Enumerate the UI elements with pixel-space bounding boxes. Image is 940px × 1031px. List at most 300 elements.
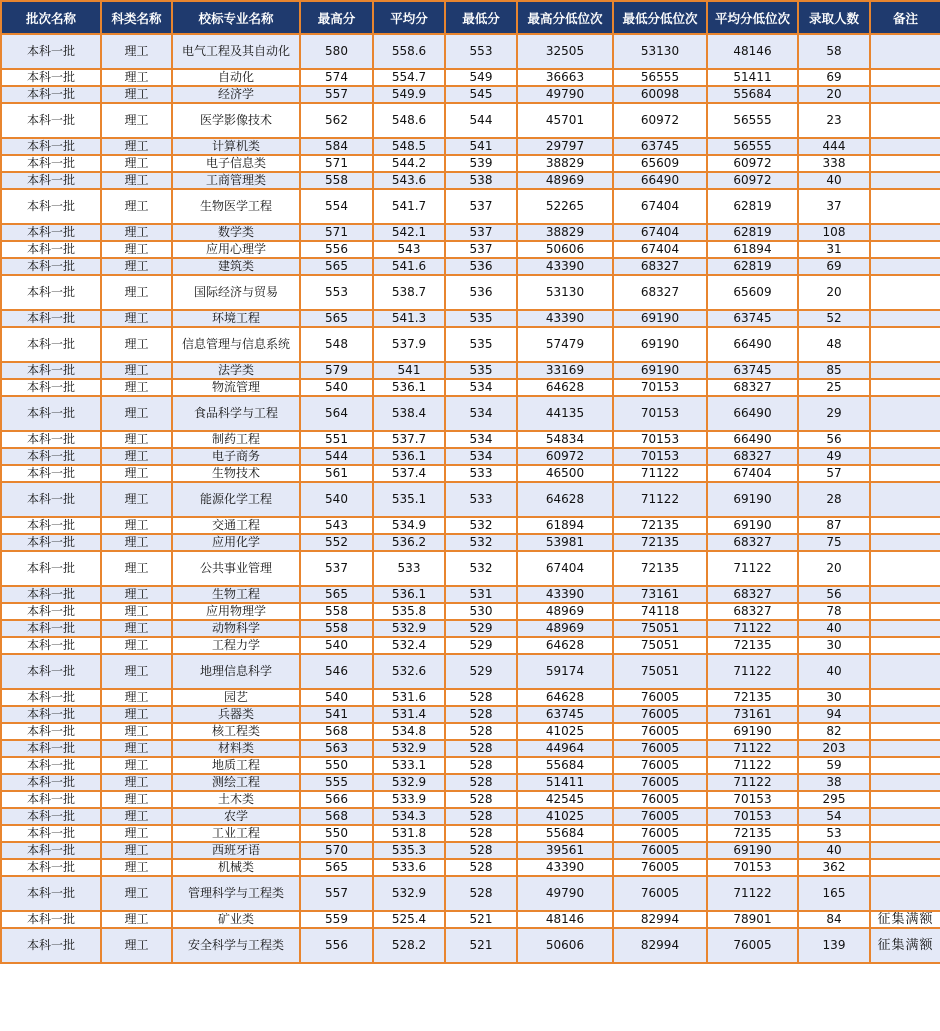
cell-batch: 本科一批 — [1, 551, 101, 586]
cell-avg-score: 534.9 — [373, 517, 445, 534]
cell-min-score: 553 — [445, 34, 517, 69]
cell-note — [870, 706, 940, 723]
cell-max-score: 571 — [300, 224, 373, 241]
cell-max-rank: 44964 — [517, 740, 613, 757]
cell-max-score: 553 — [300, 275, 373, 310]
cell-avg-score: 531.8 — [373, 825, 445, 842]
cell-max-score: 565 — [300, 859, 373, 876]
cell-enrolled: 78 — [798, 603, 870, 620]
cell-min-score: 528 — [445, 859, 517, 876]
cell-max-rank: 54834 — [517, 431, 613, 448]
cell-max-rank: 64628 — [517, 482, 613, 517]
cell-batch: 本科一批 — [1, 224, 101, 241]
cell-min-score: 535 — [445, 327, 517, 362]
cell-min-score: 528 — [445, 791, 517, 808]
cell-avg-score: 544.2 — [373, 155, 445, 172]
cell-max-rank: 50606 — [517, 928, 613, 963]
cell-max-rank: 61894 — [517, 517, 613, 534]
table-row — [1, 258, 940, 275]
cell-min-rank: 65609 — [613, 155, 707, 172]
cell-category: 理工 — [101, 689, 172, 706]
cell-min-rank: 76005 — [613, 825, 707, 842]
cell-max-score: 550 — [300, 757, 373, 774]
table-row — [1, 808, 940, 825]
cell-enrolled: 48 — [798, 327, 870, 362]
cell-min-score: 535 — [445, 362, 517, 379]
cell-avg-score: 537.7 — [373, 431, 445, 448]
cell-enrolled: 37 — [798, 189, 870, 224]
cell-note — [870, 69, 940, 86]
cell-avg-rank: 69190 — [707, 517, 798, 534]
cell-min-rank: 70153 — [613, 431, 707, 448]
cell-avg-score: 548.5 — [373, 138, 445, 155]
cell-avg-score: 531.6 — [373, 689, 445, 706]
cell-major: 食品科学与工程 — [172, 396, 300, 431]
cell-min-score: 528 — [445, 876, 517, 911]
table-row — [1, 379, 940, 396]
cell-avg-score: 533.1 — [373, 757, 445, 774]
cell-major: 材料类 — [172, 740, 300, 757]
cell-avg-score: 554.7 — [373, 69, 445, 86]
cell-max-score: 552 — [300, 534, 373, 551]
cell-avg-rank: 69190 — [707, 842, 798, 859]
cell-batch: 本科一批 — [1, 69, 101, 86]
cell-major: 工业工程 — [172, 825, 300, 842]
cell-min-score: 534 — [445, 396, 517, 431]
cell-category: 理工 — [101, 551, 172, 586]
cell-min-score: 537 — [445, 189, 517, 224]
cell-enrolled: 58 — [798, 34, 870, 69]
cell-enrolled: 38 — [798, 774, 870, 791]
table-row — [1, 654, 940, 689]
table-row — [1, 586, 940, 603]
cell-max-score: 559 — [300, 911, 373, 928]
cell-category: 理工 — [101, 740, 172, 757]
cell-note — [870, 586, 940, 603]
col-header-category[interactable]: 科类名称 — [101, 1, 172, 34]
cell-min-rank: 56555 — [613, 69, 707, 86]
cell-note — [870, 431, 940, 448]
cell-max-score: 550 — [300, 825, 373, 842]
cell-enrolled: 49 — [798, 448, 870, 465]
cell-note: 征集满额 — [870, 911, 940, 928]
cell-major: 测绘工程 — [172, 774, 300, 791]
table-row — [1, 431, 940, 448]
cell-category: 理工 — [101, 241, 172, 258]
cell-batch: 本科一批 — [1, 362, 101, 379]
cell-max-score: 565 — [300, 258, 373, 275]
cell-avg-rank: 70153 — [707, 808, 798, 825]
cell-enrolled: 75 — [798, 534, 870, 551]
cell-max-rank: 50606 — [517, 241, 613, 258]
cell-avg-score: 533 — [373, 551, 445, 586]
cell-max-score: 554 — [300, 189, 373, 224]
cell-category: 理工 — [101, 842, 172, 859]
cell-enrolled: 295 — [798, 791, 870, 808]
cell-enrolled: 139 — [798, 928, 870, 963]
cell-note: 征集满额 — [870, 928, 940, 963]
cell-max-score: 558 — [300, 603, 373, 620]
cell-max-rank: 43390 — [517, 586, 613, 603]
cell-min-score: 528 — [445, 757, 517, 774]
cell-min-rank: 63745 — [613, 138, 707, 155]
table-row — [1, 155, 940, 172]
cell-category: 理工 — [101, 448, 172, 465]
col-header-avg-score[interactable]: 平均分 — [373, 1, 445, 34]
cell-avg-score: 535.8 — [373, 603, 445, 620]
col-header-max-rank[interactable]: 最高分低位次 — [517, 1, 613, 34]
cell-major: 安全科学与工程类 — [172, 928, 300, 963]
cell-category: 理工 — [101, 431, 172, 448]
cell-category: 理工 — [101, 258, 172, 275]
cell-batch: 本科一批 — [1, 258, 101, 275]
cell-min-score: 521 — [445, 911, 517, 928]
cell-min-rank: 76005 — [613, 859, 707, 876]
cell-batch: 本科一批 — [1, 431, 101, 448]
cell-avg-score: 538.7 — [373, 275, 445, 310]
cell-batch: 本科一批 — [1, 637, 101, 654]
cell-avg-rank: 66490 — [707, 431, 798, 448]
cell-max-score: 579 — [300, 362, 373, 379]
cell-max-score: 548 — [300, 327, 373, 362]
cell-max-rank: 55684 — [517, 825, 613, 842]
table-row — [1, 774, 940, 791]
cell-max-score: 565 — [300, 586, 373, 603]
cell-enrolled: 69 — [798, 258, 870, 275]
cell-enrolled: 108 — [798, 224, 870, 241]
cell-avg-score: 537.9 — [373, 327, 445, 362]
cell-max-rank: 41025 — [517, 723, 613, 740]
cell-category: 理工 — [101, 774, 172, 791]
cell-avg-rank: 63745 — [707, 362, 798, 379]
cell-batch: 本科一批 — [1, 172, 101, 189]
cell-avg-rank: 56555 — [707, 138, 798, 155]
cell-major: 建筑类 — [172, 258, 300, 275]
cell-batch: 本科一批 — [1, 586, 101, 603]
cell-batch: 本科一批 — [1, 842, 101, 859]
cell-enrolled: 54 — [798, 808, 870, 825]
cell-avg-score: 525.4 — [373, 911, 445, 928]
cell-min-score: 549 — [445, 69, 517, 86]
cell-major: 公共事业管理 — [172, 551, 300, 586]
cell-max-rank: 52265 — [517, 189, 613, 224]
cell-max-score: 568 — [300, 808, 373, 825]
cell-avg-rank: 71122 — [707, 876, 798, 911]
cell-major: 核工程类 — [172, 723, 300, 740]
cell-max-rank: 53130 — [517, 275, 613, 310]
cell-max-rank: 36663 — [517, 69, 613, 86]
cell-major: 管理科学与工程类 — [172, 876, 300, 911]
cell-batch: 本科一批 — [1, 448, 101, 465]
cell-max-rank: 38829 — [517, 155, 613, 172]
cell-max-rank: 55684 — [517, 757, 613, 774]
cell-max-rank: 43390 — [517, 258, 613, 275]
cell-batch: 本科一批 — [1, 517, 101, 534]
cell-batch: 本科一批 — [1, 859, 101, 876]
cell-category: 理工 — [101, 791, 172, 808]
cell-major: 能源化学工程 — [172, 482, 300, 517]
cell-max-score: 551 — [300, 431, 373, 448]
cell-min-rank: 76005 — [613, 791, 707, 808]
table-row — [1, 327, 940, 362]
cell-min-score: 538 — [445, 172, 517, 189]
cell-category: 理工 — [101, 620, 172, 637]
cell-major: 生物医学工程 — [172, 189, 300, 224]
cell-max-score: 580 — [300, 34, 373, 69]
cell-max-rank: 41025 — [517, 808, 613, 825]
cell-min-rank: 67404 — [613, 189, 707, 224]
table-row — [1, 86, 940, 103]
cell-note — [870, 138, 940, 155]
cell-major: 自动化 — [172, 69, 300, 86]
table-row — [1, 689, 940, 706]
cell-max-score: 556 — [300, 928, 373, 963]
col-header-min-score[interactable]: 最低分 — [445, 1, 517, 34]
cell-major: 电子信息类 — [172, 155, 300, 172]
table-row — [1, 620, 940, 637]
cell-avg-score: 531.4 — [373, 706, 445, 723]
cell-category: 理工 — [101, 138, 172, 155]
cell-avg-rank: 63745 — [707, 310, 798, 327]
cell-avg-rank: 70153 — [707, 791, 798, 808]
table-row — [1, 362, 940, 379]
cell-category: 理工 — [101, 310, 172, 327]
cell-min-rank: 76005 — [613, 876, 707, 911]
cell-max-score: 561 — [300, 465, 373, 482]
cell-avg-rank: 71122 — [707, 757, 798, 774]
cell-min-score: 534 — [445, 431, 517, 448]
cell-avg-score: 558.6 — [373, 34, 445, 69]
cell-enrolled: 20 — [798, 275, 870, 310]
cell-min-score: 528 — [445, 706, 517, 723]
cell-batch: 本科一批 — [1, 825, 101, 842]
cell-min-score: 536 — [445, 258, 517, 275]
table-row — [1, 723, 940, 740]
cell-batch: 本科一批 — [1, 706, 101, 723]
cell-avg-rank: 60972 — [707, 172, 798, 189]
cell-max-rank: 64628 — [517, 689, 613, 706]
cell-enrolled: 20 — [798, 551, 870, 586]
cell-max-rank: 44135 — [517, 396, 613, 431]
table-body — [1, 34, 940, 963]
cell-min-rank: 72135 — [613, 534, 707, 551]
cell-min-score: 536 — [445, 275, 517, 310]
table-row — [1, 517, 940, 534]
cell-enrolled: 57 — [798, 465, 870, 482]
cell-major: 环境工程 — [172, 310, 300, 327]
table-row — [1, 534, 940, 551]
cell-max-rank: 29797 — [517, 138, 613, 155]
cell-min-rank: 74118 — [613, 603, 707, 620]
cell-note — [870, 275, 940, 310]
cell-avg-rank: 78901 — [707, 911, 798, 928]
cell-major: 矿业类 — [172, 911, 300, 928]
cell-max-score: 540 — [300, 689, 373, 706]
cell-major: 生物技术 — [172, 465, 300, 482]
cell-min-score: 528 — [445, 774, 517, 791]
table-row — [1, 876, 940, 911]
table-row — [1, 740, 940, 757]
cell-major: 地理信息科学 — [172, 654, 300, 689]
cell-note — [870, 465, 940, 482]
cell-min-score: 532 — [445, 551, 517, 586]
cell-enrolled: 52 — [798, 310, 870, 327]
cell-enrolled: 94 — [798, 706, 870, 723]
cell-batch: 本科一批 — [1, 482, 101, 517]
cell-note — [870, 396, 940, 431]
cell-max-rank: 63745 — [517, 706, 613, 723]
cell-category: 理工 — [101, 859, 172, 876]
cell-major: 工程力学 — [172, 637, 300, 654]
cell-category: 理工 — [101, 224, 172, 241]
cell-enrolled: 31 — [798, 241, 870, 258]
cell-category: 理工 — [101, 928, 172, 963]
table-row — [1, 34, 940, 69]
cell-avg-rank: 71122 — [707, 740, 798, 757]
col-header-max-score[interactable]: 最高分 — [300, 1, 373, 34]
col-header-min-rank[interactable]: 最低分低位次 — [613, 1, 707, 34]
cell-major: 信息管理与信息系统 — [172, 327, 300, 362]
cell-note — [870, 517, 940, 534]
cell-major: 经济学 — [172, 86, 300, 103]
cell-avg-score: 541.6 — [373, 258, 445, 275]
col-header-enrolled[interactable]: 录取人数 — [798, 1, 870, 34]
cell-min-score: 533 — [445, 465, 517, 482]
cell-category: 理工 — [101, 69, 172, 86]
cell-max-score: 555 — [300, 774, 373, 791]
cell-enrolled: 56 — [798, 431, 870, 448]
cell-batch: 本科一批 — [1, 327, 101, 362]
cell-major: 应用化学 — [172, 534, 300, 551]
cell-avg-score: 532.9 — [373, 774, 445, 791]
cell-min-score: 521 — [445, 928, 517, 963]
cell-avg-rank: 65609 — [707, 275, 798, 310]
header-row — [1, 1, 940, 34]
cell-major: 法学类 — [172, 362, 300, 379]
cell-min-score: 539 — [445, 155, 517, 172]
cell-enrolled: 203 — [798, 740, 870, 757]
cell-max-score: 544 — [300, 448, 373, 465]
cell-avg-score: 541.7 — [373, 189, 445, 224]
cell-min-rank: 72135 — [613, 551, 707, 586]
cell-note — [870, 551, 940, 586]
cell-enrolled: 85 — [798, 362, 870, 379]
cell-avg-score: 535.3 — [373, 842, 445, 859]
cell-note — [870, 757, 940, 774]
cell-max-rank: 42545 — [517, 791, 613, 808]
cell-min-rank: 70153 — [613, 396, 707, 431]
cell-note — [870, 637, 940, 654]
cell-avg-rank: 68327 — [707, 586, 798, 603]
cell-major: 应用心理学 — [172, 241, 300, 258]
cell-batch: 本科一批 — [1, 155, 101, 172]
cell-major: 兵器类 — [172, 706, 300, 723]
cell-major: 园艺 — [172, 689, 300, 706]
cell-max-score: 558 — [300, 620, 373, 637]
cell-avg-score: 532.9 — [373, 876, 445, 911]
cell-enrolled: 87 — [798, 517, 870, 534]
cell-batch: 本科一批 — [1, 34, 101, 69]
cell-max-rank: 64628 — [517, 379, 613, 396]
cell-avg-score: 536.1 — [373, 379, 445, 396]
cell-min-score: 528 — [445, 842, 517, 859]
cell-category: 理工 — [101, 86, 172, 103]
cell-major: 机械类 — [172, 859, 300, 876]
cell-batch: 本科一批 — [1, 876, 101, 911]
cell-category: 理工 — [101, 534, 172, 551]
table-row — [1, 241, 940, 258]
cell-note — [870, 808, 940, 825]
cell-category: 理工 — [101, 34, 172, 69]
cell-enrolled: 53 — [798, 825, 870, 842]
col-header-avg-rank[interactable]: 平均分低位次 — [707, 1, 798, 34]
cell-min-score: 537 — [445, 241, 517, 258]
cell-max-rank: 64628 — [517, 637, 613, 654]
cell-batch: 本科一批 — [1, 808, 101, 825]
cell-batch: 本科一批 — [1, 757, 101, 774]
cell-min-rank: 67404 — [613, 224, 707, 241]
cell-note — [870, 689, 940, 706]
cell-min-rank: 69190 — [613, 327, 707, 362]
cell-batch: 本科一批 — [1, 241, 101, 258]
cell-batch: 本科一批 — [1, 740, 101, 757]
cell-avg-rank: 61894 — [707, 241, 798, 258]
cell-batch: 本科一批 — [1, 379, 101, 396]
cell-min-score: 535 — [445, 310, 517, 327]
cell-avg-rank: 72135 — [707, 689, 798, 706]
cell-note — [870, 774, 940, 791]
cell-category: 理工 — [101, 586, 172, 603]
cell-batch: 本科一批 — [1, 791, 101, 808]
cell-category: 理工 — [101, 757, 172, 774]
cell-max-rank: 67404 — [517, 551, 613, 586]
cell-max-score: 540 — [300, 379, 373, 396]
cell-avg-rank: 60972 — [707, 155, 798, 172]
cell-min-score: 528 — [445, 808, 517, 825]
cell-avg-score: 534.8 — [373, 723, 445, 740]
cell-category: 理工 — [101, 637, 172, 654]
cell-batch: 本科一批 — [1, 103, 101, 138]
cell-enrolled: 362 — [798, 859, 870, 876]
cell-max-score: 563 — [300, 740, 373, 757]
cell-enrolled: 40 — [798, 620, 870, 637]
cell-avg-score: 528.2 — [373, 928, 445, 963]
cell-avg-score: 543.6 — [373, 172, 445, 189]
cell-enrolled: 29 — [798, 396, 870, 431]
cell-note — [870, 654, 940, 689]
cell-avg-rank: 66490 — [707, 396, 798, 431]
cell-avg-rank: 71122 — [707, 774, 798, 791]
cell-min-rank: 70153 — [613, 448, 707, 465]
cell-note — [870, 189, 940, 224]
cell-max-score: 571 — [300, 155, 373, 172]
cell-max-rank: 49790 — [517, 876, 613, 911]
cell-max-score: 584 — [300, 138, 373, 155]
cell-note — [870, 740, 940, 757]
cell-note — [870, 241, 940, 258]
cell-avg-rank: 71122 — [707, 654, 798, 689]
table-row — [1, 603, 940, 620]
cell-avg-rank: 51411 — [707, 69, 798, 86]
col-header-major[interactable]: 校标专业名称 — [172, 1, 300, 34]
cell-note — [870, 362, 940, 379]
cell-note — [870, 327, 940, 362]
table-row — [1, 791, 940, 808]
col-header-note[interactable]: 备注 — [870, 1, 940, 34]
col-header-batch[interactable]: 批次名称 — [1, 1, 101, 34]
cell-min-score: 529 — [445, 654, 517, 689]
table-row — [1, 103, 940, 138]
